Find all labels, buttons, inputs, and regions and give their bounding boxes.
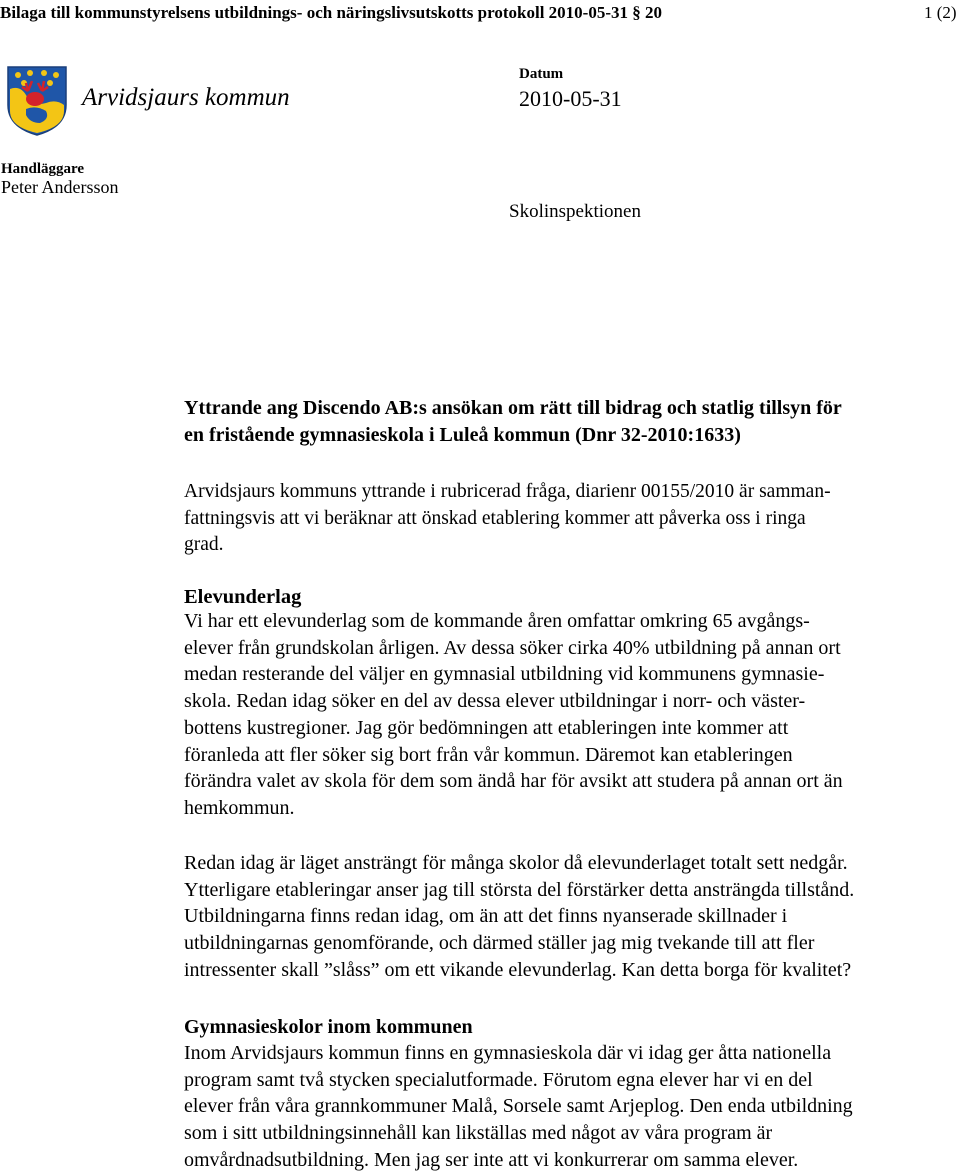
coat-of-arms-icon [6,65,68,137]
text-line: omvårdnadsutbildning. Men jag ser inte att vi konkurrerar om samma elever. [184,1148,799,1171]
elevunderlag-paragraph [184,608,956,822]
text-line: föranleda att fler söker sig bort från vår kommun. Däremot kan etableringen [184,743,793,766]
text-line: hemkommun. [184,796,295,819]
text-line: förändra valet av skola för dem som ändå har för avsikt att studera på annan ort än [184,770,843,793]
municipality-name: Arvidsjaurs kommun [82,84,290,111]
text-line: medan resterande del väljer en gymnasial utbildning vid kommunens gymnasie- [184,663,825,686]
handler-name: Peter Andersson [1,177,119,197]
document-title [184,395,954,449]
text-line: bottens kustregioner. Jag gör bedömningen att etableringen inte kommer att [184,716,789,739]
text-line: skola. Redan idag söker en del av dessa elever utbildningar i norr- och väster- [184,690,806,713]
handler-label: Handläggare [1,161,85,177]
text-line: grad. [184,534,224,555]
text-line: Arvidsjaurs kommuns yttrande i rubricerad fråga, diarienr 00155/2010 är samman- [184,481,831,502]
title-line: Yttrande ang Discendo AB:s ansökan om rätt till bidrag och statlig tillsyn för [184,397,842,419]
gymnasieskolor-paragraph [184,1040,956,1174]
text-line: fattningsvis att vi beräknar att önskad etablering kommer att påverka oss i ringa [184,507,806,529]
text-line: program samt två stycken specialutformade. Förutom egna elever har vi en del [184,1068,813,1091]
text-line: Redan idag är läget ansträngt för många skolor då elevunderlaget totalt sett nedgår. [184,852,848,874]
intro-paragraph [184,479,956,559]
text-line: elever från grundskolan årligen. Av dessa söker cirka 40% utbildning på annan ort [184,636,841,659]
date-label: Datum [519,66,564,82]
text-line: elever från våra grannkommuner Malå, Sorsele samt Arjeplog. Den enda utbildning [184,1095,853,1118]
text-line: Ytterligare etableringar anser jag till största del förstärker detta ansträngda tillstånd. [184,878,855,901]
text-line: Inom Arvidsjaurs kommun finns en gymnasieskola där vi idag ger åtta nationella [184,1042,832,1064]
section-heading-gymnasieskolor: Gymnasieskolor inom kommunen [184,1016,473,1038]
situation-paragraph [184,850,956,984]
section-heading-elevunderlag: Elevunderlag [184,586,302,608]
title-line: en fristående gymnasieskola i Luleå kommun (Dnr 32-2010:1633) [184,424,741,446]
date-value: 2010-05-31 [519,86,622,111]
text-line: utbildningarnas genomförande, och därmed ställer jag mig tvekande till att fler [184,932,815,955]
text-line: intressenter skall ”slåss” om ett vikande elevunderlag. Kan detta borga för kvalitet? [184,958,852,981]
text-line: Utbildningarna finns redan idag, om än att det finns nyanserade skillnader i [184,905,788,928]
page-number: 1 (2) [924,3,957,22]
document-header-title: Bilaga till kommunstyrelsens utbildnings- och näringslivsutskotts protokoll 2010-05-31 § 20 [0,3,663,22]
text-line: som i sitt utbildningsinnehåll kan likställas med något av våra program är [184,1122,773,1145]
recipient: Skolinspektionen [509,201,641,222]
text-line: Vi har ett elevunderlag som de kommande åren omfattar omkring 65 avgångs- [184,610,810,632]
